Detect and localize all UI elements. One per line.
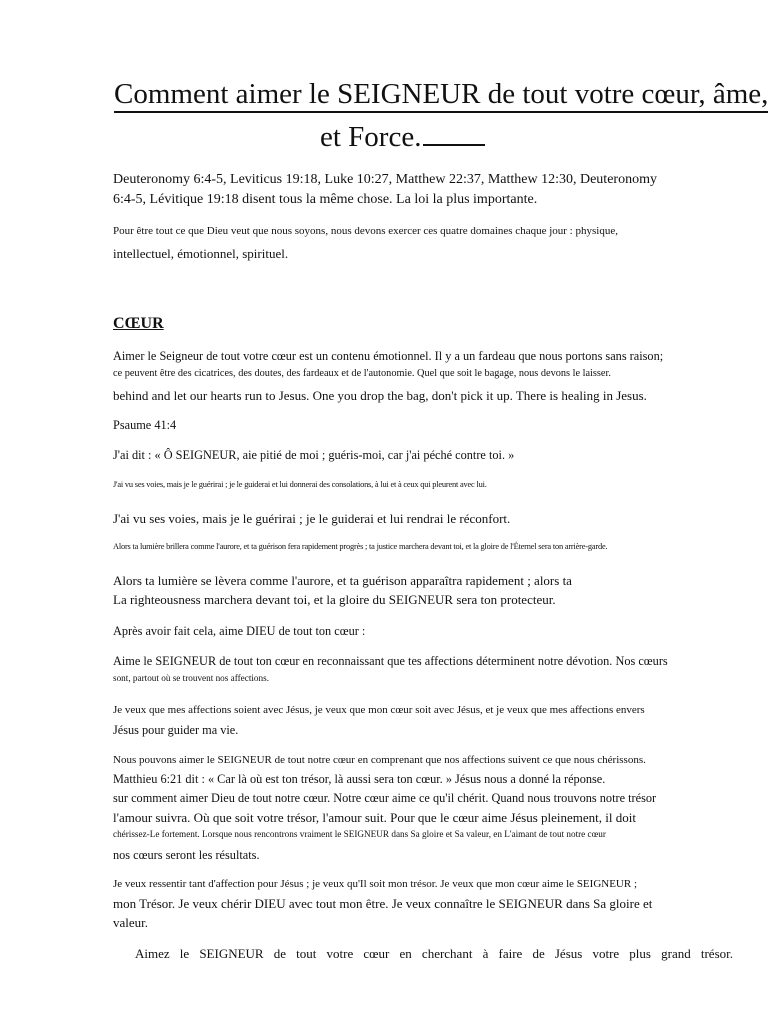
section-heading-coeur: CŒUR bbox=[113, 315, 164, 332]
closing-line: Aimez le SEIGNEUR de tout votre cœur en cherchant à faire de Jésus votre plus grand trésor. bbox=[135, 946, 733, 961]
treasure-line-2: Matthieu 6:21 dit : « Car là où est ton trésor, là aussi sera ton cœur. » Jésus nous a donné la réponse. bbox=[113, 772, 606, 786]
title-line-2 bbox=[320, 119, 485, 155]
feel-line-1: Je veux ressentir tant d'affection pour Jésus ; je veux qu'Il soit mon trésor. Je veux que mon cœur aime le SEIGNEUR ; bbox=[113, 878, 638, 890]
title-line-2-text: et Force. bbox=[320, 121, 422, 153]
references-line-1: Deuteronomy 6:4-5, Leviticus 19:18, Luke 10:27, Matthew 22:37, Matthew 12:30, Deuteronomy bbox=[113, 172, 657, 187]
affections-line-1: Aime le SEIGNEUR de tout ton cœur en reconnaissant que tes affections déterminent notre dévotion. Nos cœurs bbox=[113, 654, 668, 668]
references-line-2: 6:4-5, Lévitique 19:18 disent tous la même chose. La loi la plus importante. bbox=[113, 192, 538, 207]
want-line-1: Je veux que mes affections soient avec Jésus, je veux que mon cœur soit avec Jésus, et je veux que mes affections envers bbox=[113, 704, 645, 716]
affections-line-2: sont, partout où se trouvent nos affections. bbox=[113, 673, 269, 683]
title-line-1 bbox=[114, 76, 768, 112]
light-line-2: La righteousness marchera devant toi, et la gloire du SEIGNEUR sera ton protecteur. bbox=[113, 592, 556, 607]
treasure-line-3: sur comment aimer Dieu de tout notre cœur. Notre cœur aime ce qu'il chérit. Quand nous trouvons notre trésor bbox=[113, 791, 657, 805]
line-seen-ways: J'ai vu ses voies, mais je le guérirai ; je le guiderai et lui rendrai le réconfort. bbox=[113, 511, 511, 526]
after-line: Après avoir fait cela, aime DIEU de tout ton cœur : bbox=[113, 624, 366, 638]
light-line-1: Alors ta lumière se lèvera comme l'aurore, et ta guérison apparaîtra rapidement ; alors ta bbox=[113, 573, 572, 588]
body-p1-line-1: Aimer le Seigneur de tout votre cœur est un contenu émotionnel. Il y a un fardeau que nous portons sans raison; bbox=[113, 349, 664, 363]
want-line-2: Jésus pour guider ma vie. bbox=[113, 723, 239, 737]
treasure-line-5: chérissez-Le fortement. Lorsque nous rencontrons vraiment le SEIGNEUR dans Sa gloire et Sa valeur, en L'aimant de tout notre cœur bbox=[113, 829, 606, 839]
treasure-line-1: Nous pouvons aimer le SEIGNEUR de tout notre cœur en comprenant que nos affections suivent ce que nous chérissons. bbox=[113, 754, 646, 766]
title-line-1-text: Comment aimer le SEIGNEUR de tout votre cœur, âme, bbox=[114, 78, 768, 113]
treasure-line-6: nos cœurs seront les résultats. bbox=[113, 848, 260, 862]
feel-line-3: valeur. bbox=[113, 915, 149, 930]
psalm-text: J'ai dit : « Ô SEIGNEUR, aie pitié de moi ; guéris-moi, car j'ai péché contre toi. » bbox=[113, 448, 515, 462]
body-p1-line-3: behind and let our hearts run to Jesus. One you drop the bag, don't pick it up. There is healing in Jesus. bbox=[113, 388, 647, 403]
tiny-line-2: Alors ta lumière brillera comme l'aurore, et ta guérison fera rapidement progrès ; ta justice marchera devant toi, et la gloire de l'Éternel sera ton arrière-garde. bbox=[113, 542, 608, 551]
intro-line-2: intellectuel, émotionnel, spirituel. bbox=[113, 246, 289, 261]
feel-line-2: mon Trésor. Je veux chérir DIEU avec tout mon être. Je veux connaître le SEIGNEUR dans Sa gloire et bbox=[113, 896, 653, 911]
treasure-line-4: l'amour suivra. Où que soit votre trésor, l'amour suit. Pour que le cœur aime Jésus pleinement, il doit bbox=[113, 810, 636, 825]
intro-line-1: Pour être tout ce que Dieu veut que nous soyons, nous devons exercer ces quatre domaines chaque jour : physique, bbox=[113, 225, 618, 237]
title-underline-blank bbox=[423, 120, 485, 146]
psalm-reference: Psaume 41:4 bbox=[113, 418, 177, 432]
tiny-line-1: J'ai vu ses voies, mais je le guérirai ; je le guiderai et lui donnerai des consolations, à lui et à ceux qui pleurent avec lui. bbox=[113, 480, 487, 489]
body-p1-line-2: ce peuvent être des cicatrices, des doutes, des fardeaux et de l'autonomie. Quel que soit le bagage, nous devons le laisser. bbox=[113, 368, 611, 379]
